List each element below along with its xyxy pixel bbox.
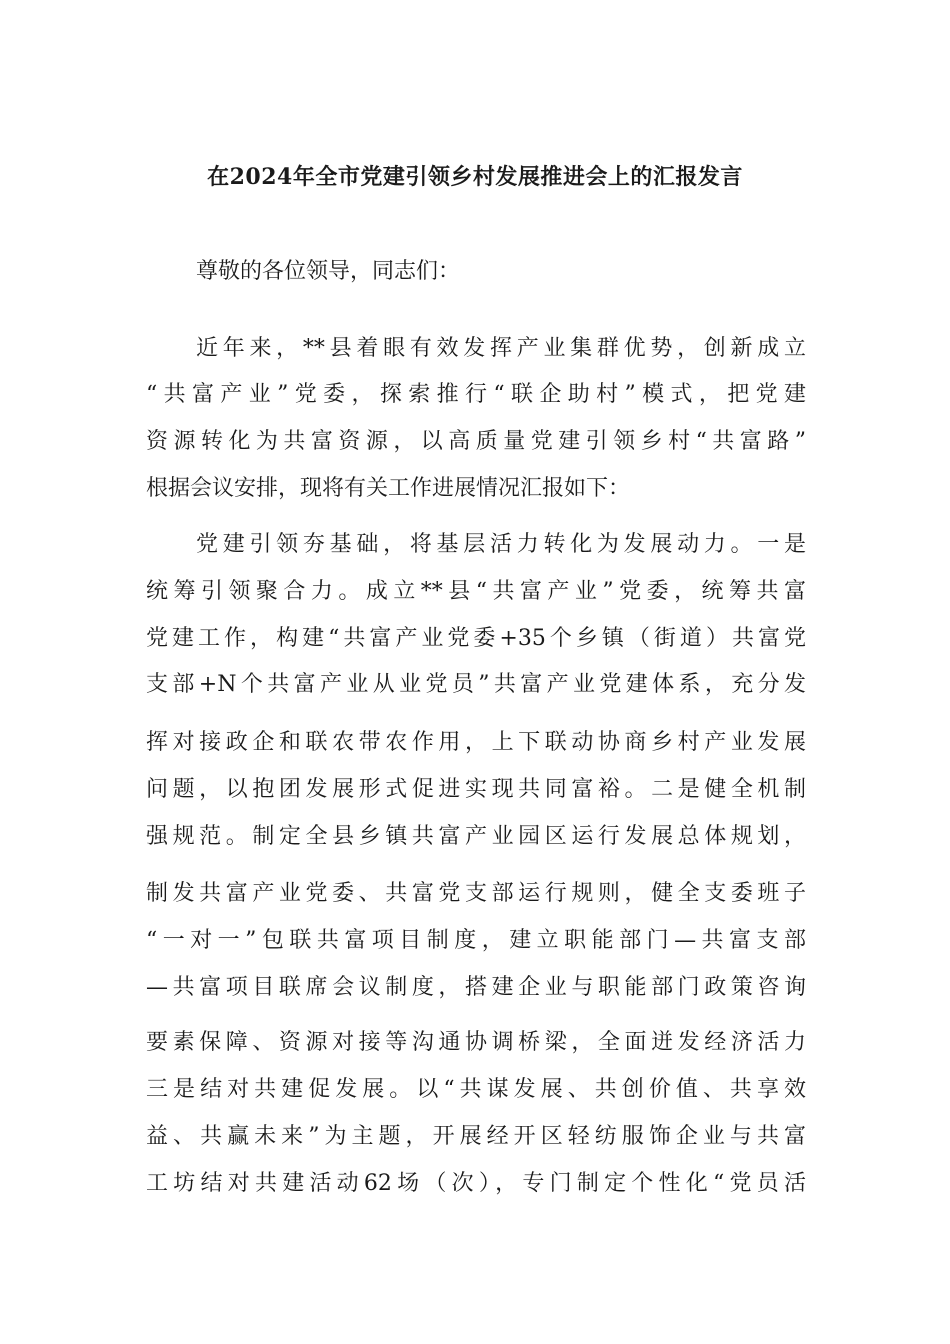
paragraph-line: —共富项目联席会议制度，搭建企业与职能部门政策咨询 (146, 975, 806, 1000)
paragraph-line: “共富产业”党委，探索推行“联企助村”模式，把党建 (146, 382, 806, 407)
paragraph-line: 资源转化为共富资源，以高质量党建引领乡村“共富路” (146, 429, 806, 454)
paragraph-line: 统筹引领聚合力。成立**县“共富产业”党委，统筹共富 (146, 579, 806, 604)
paragraph-line: 党建工作，构建“共富产业党委+35个乡镇（街道）共富党 (146, 626, 806, 651)
paragraph-line: 工坊结对共建活动62场（次），专门制定个性化“党员活 (146, 1171, 806, 1196)
paragraph-line: 根据会议安排，现将有关工作进展情况汇报如下： (146, 476, 631, 501)
paragraph-line: “一对一”包联共富项目制度，建立职能部门—共富支部 (146, 928, 806, 953)
paragraph-line: 近年来，**县着眼有效发挥产业集群优势，创新成立 (196, 336, 806, 361)
paragraph-line: 问题，以抱团发展形式促进实现共同富裕。二是健全机制 (146, 777, 806, 802)
paragraph-line: 挥对接政企和联农带农作用，上下联动协商乡村产业发展 (146, 730, 806, 755)
salutation-line: 尊敬的各位领导，同志们： (196, 259, 461, 284)
paragraph-line: 益、共赢未来”为主题，开展经开区轻纺服饰企业与共富 (146, 1124, 806, 1149)
paragraph-line: 党建引领夯基础，将基层活力转化为发展动力。一是 (196, 532, 806, 557)
paragraph-line: 支部+N个共富产业从业党员”共富产业党建体系，充分发 (146, 672, 806, 697)
paragraph-line: 强规范。制定全县乡镇共富产业园区运行发展总体规划， (146, 824, 806, 849)
document-title: 在2024年全市党建引领乡村发展推进会上的汇报发言 (207, 164, 743, 190)
paragraph-line: 要素保障、资源对接等沟通协调桥梁，全面迸发经济活力 (146, 1030, 806, 1055)
paragraph-line: 制发共富产业党委、共富党支部运行规则，健全支委班子 (146, 881, 806, 906)
paragraph-line: 三是结对共建促发展。以“共谋发展、共创价值、共享效 (146, 1077, 806, 1102)
